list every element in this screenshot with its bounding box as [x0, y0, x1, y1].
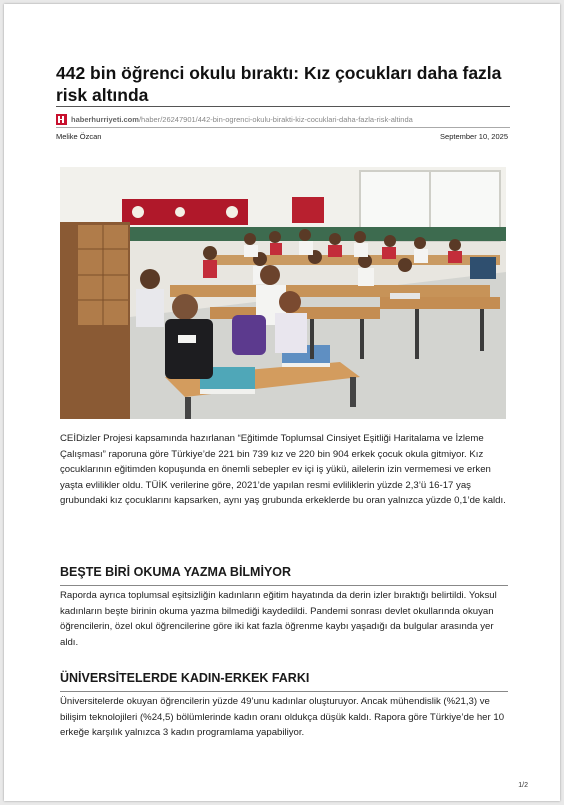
- source-url[interactable]: [71, 115, 413, 124]
- article-title: 442 bin öğrenci okulu bıraktı: Kız çocukları daha fazla risk altında: [56, 63, 502, 105]
- source-line[interactable]: [56, 112, 413, 126]
- author-name: Melike Özcan: [56, 132, 102, 141]
- title-divider: [56, 106, 510, 107]
- body-paragraph-1: CEİDizler Projesi kapsamında hazırlanan “Eğitimde Toplumsal Cinsiyet Eşitliği Haritalama ve İzleme Çalışması” raporuna göre Türkiye’de 221 bin 739 kız ve 220 bin 904 erkek çocuk okula gitmiyor. Kız çocuklarının eğitimden kopuşunda en önemli sebepler ev içi iş yükü, ailelerin izin vermemesi ve erken yaşta evlilikler oldu. TÜİK verilerine göre, 2021’de yapılan resmi evliliklerin yüzde 2,3’ü 16-17 yaş grubundaki kız çocuklarını kapsarken, aynı yaş grubunda erkeklerde bu oran yalnızca yüzde 0,1’de kaldı.: [60, 433, 506, 507]
- meta-divider: [56, 127, 510, 128]
- site-logo-icon: [56, 114, 67, 125]
- document-page: [4, 4, 560, 801]
- classroom-photo: [60, 167, 506, 419]
- body-paragraph-2: Raporda ayrıca toplumsal eşitsizliğin kadınların eğitim hayatında da derin izler bıraktığı belirtildi. Yoksul kadınların beşte birinin okuma yazma bilmediği kaydedildi. Pandemi sonrası devlet okullarında okuyan öğrencilerin, özel okul öğrencilerine göre iki kat fazla öğrenme kaybı yaşadığı da bulgular arasında yer aldı.: [60, 590, 497, 648]
- page-number: 1/2: [518, 782, 528, 789]
- section-heading-1: BEŞTE BİRİ OKUMA YAZMA BİLMİYOR: [60, 564, 508, 586]
- publish-date: September 10, 2025: [440, 132, 508, 141]
- source-path[interactable]: /haber/26247901/442-bin-ogrenci-okulu-birakti-kiz-cocuklari-daha-fazla-risk-altinda: [138, 114, 413, 124]
- section-heading-2: ÜNİVERSİTELERDE KADIN-ERKEK FARKI: [60, 670, 508, 692]
- source-domain[interactable]: haberhurriyeti.com: [71, 114, 139, 124]
- body-paragraph-3: Üniversitelerde okuyan öğrencilerin yüzde 49’unu kadınlar oluşturuyor. Ancak mühendislik (%21,3) ve bilişim teknolojileri (%24,5) bölümlerinde kadın oranı oldukça düşük kaldı. Rapora göre Türkiye’de her 10 erkeğe karşılık yalnızca 3 kadın programlama yapabiliyor.: [60, 696, 505, 739]
